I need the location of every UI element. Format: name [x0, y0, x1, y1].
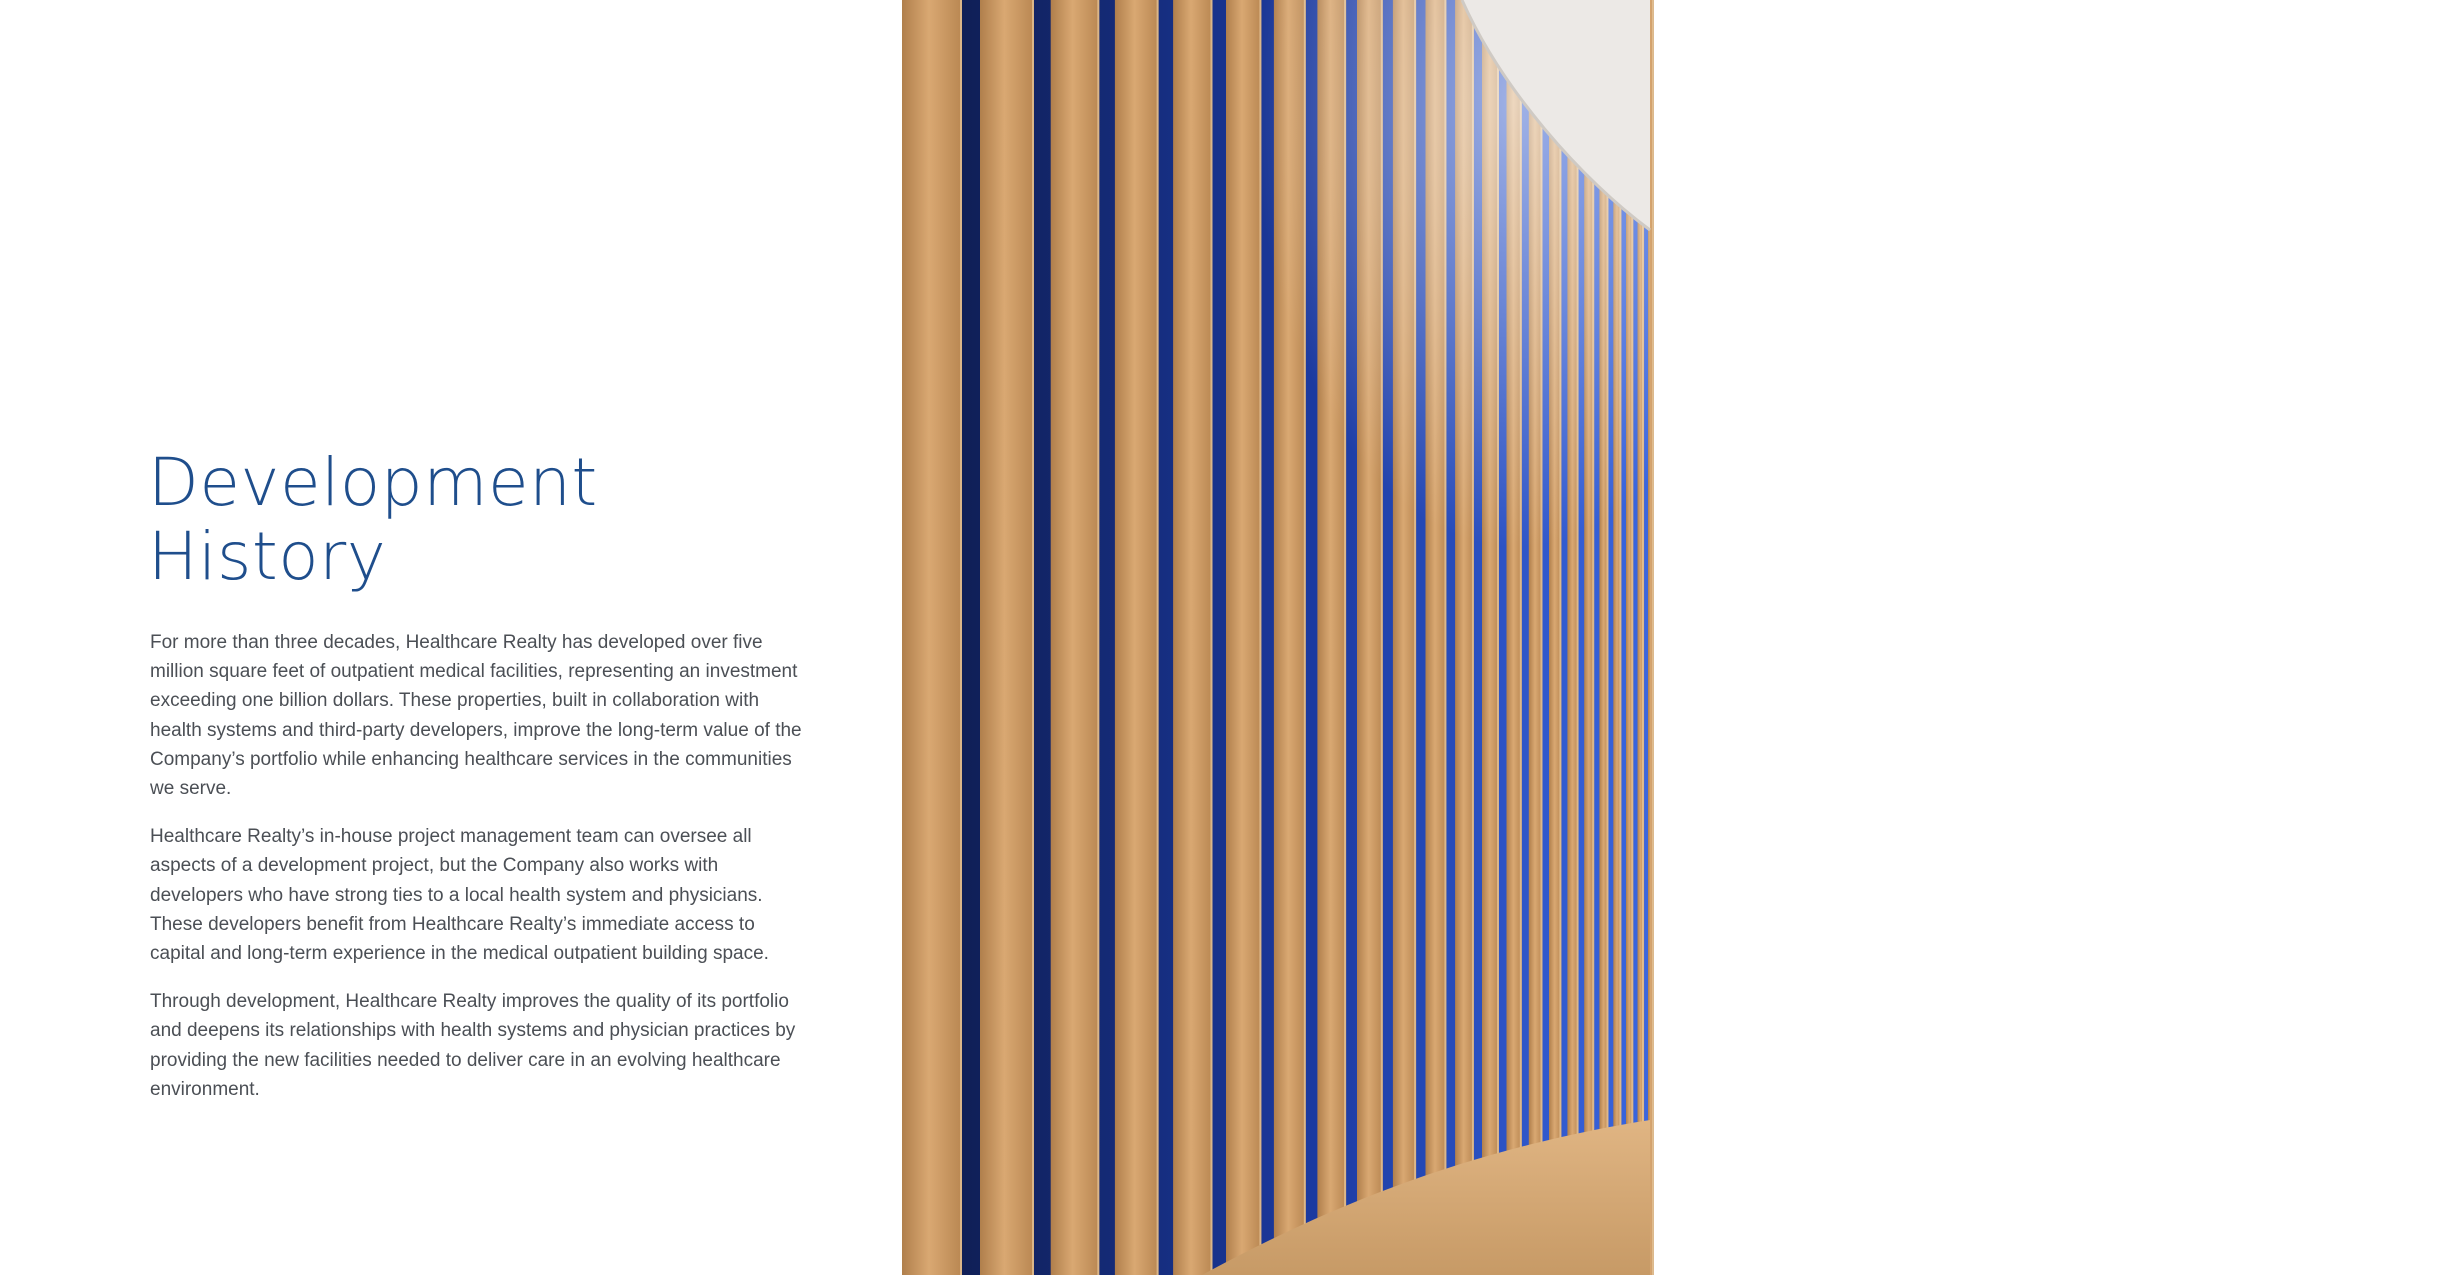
text-panel	[0, 0, 902, 1275]
section-label: Company Overview	[2268, 1108, 2436, 1128]
page-number: 5	[2441, 1102, 2456, 1130]
paragraph-1: For more than three decades, Healthcare Realty has developed over five million square feet of outpatient medical facilities, representing an investment exceeding one billion dollars. These properties, built in collaboration with health systems and third-party developers, improve the long-term value of the Company’s portfolio while enhancing healthcare services in the communities we serve.	[150, 632, 802, 800]
body-text	[150, 628, 810, 1123]
wood-slat-wall-photo	[902, 0, 2456, 1275]
page-title-line-2: History	[148, 518, 387, 595]
paragraph-2: Healthcare Realty’s in-house project management team can oversee all aspects of a development project, but the Company also works with developers who have strong ties to a local health system and physicians. These developers benefit from Healthcare Realty’s immediate access to capital and long-term experience in the medical outpatient building space.	[150, 826, 769, 965]
page-title	[148, 446, 598, 594]
slat-highlight	[1652, 0, 1654, 1275]
paragraph-3: Through development, Healthcare Realty improves the quality of its portfolio and deepens its relationships with health systems and physician practices by providing the new facilities needed to deliver care in an evolving healthcare environment.	[150, 991, 796, 1100]
page-title-line-1: Development	[148, 444, 598, 521]
page-footer	[2268, 1102, 2456, 1130]
photo-illustration	[902, 0, 1650, 1275]
